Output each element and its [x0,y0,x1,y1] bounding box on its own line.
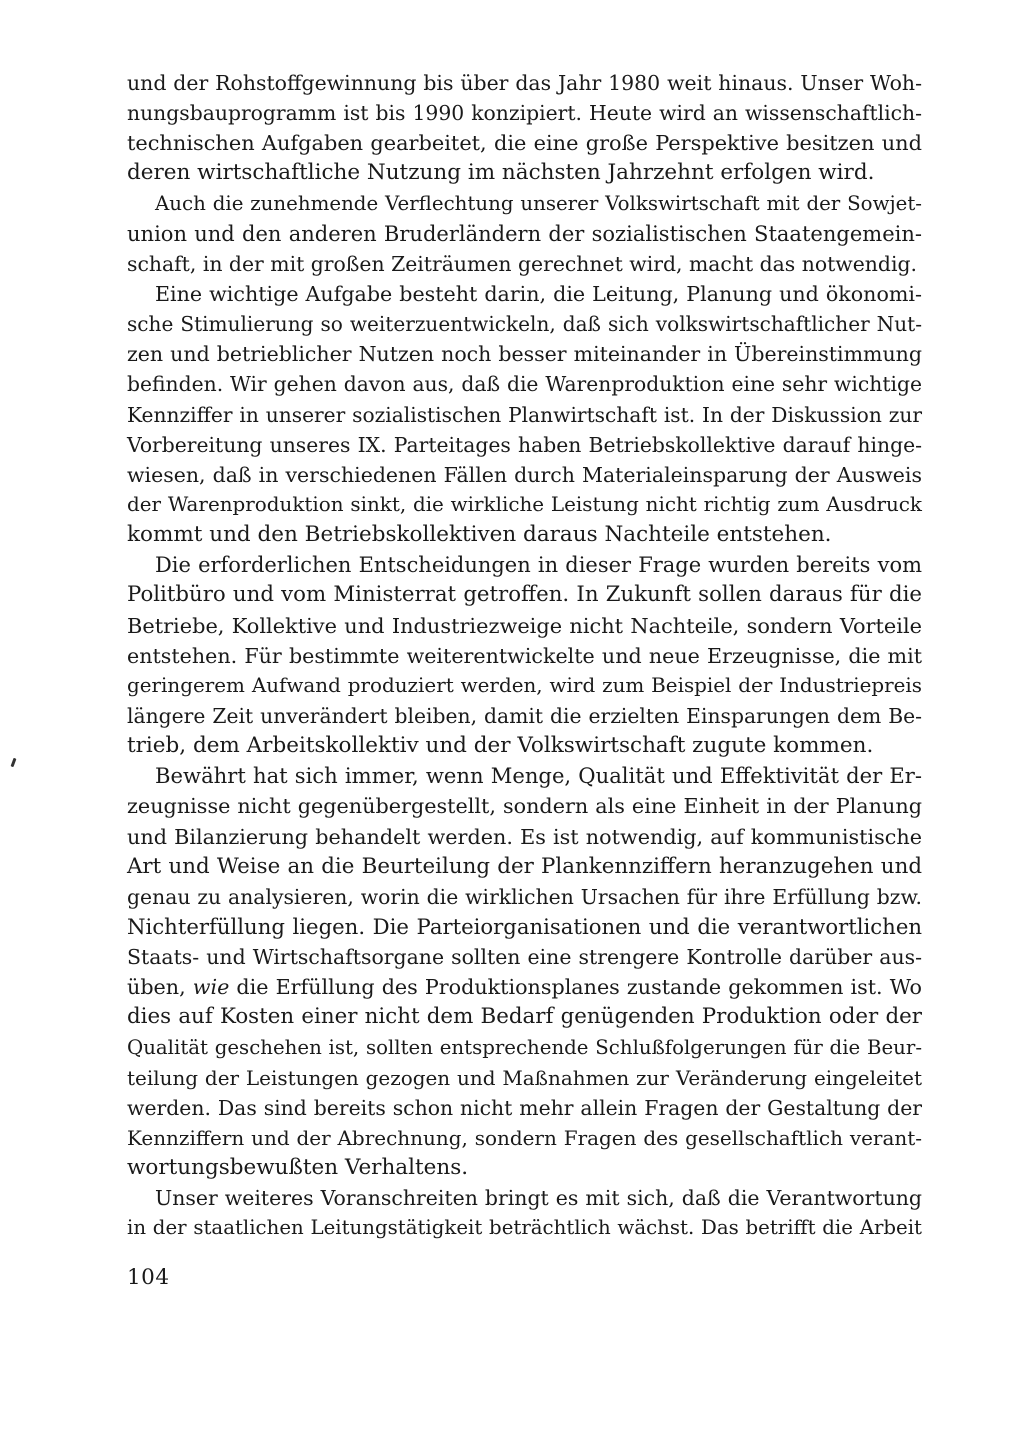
paragraph-4 [127,550,922,761]
text-line: der Warenproduktion sinkt, die wirkliche Leistung nicht richtig zum Ausdruck [127,492,922,516]
text-segment: die Erfüllung des Produktionsplanes zustande gekommen ist. Wo [229,975,922,1000]
text-line: in der staatlichen Leitungstätigkeit beträchtlich wächst. Das betrifft die Arbeit [127,1216,922,1240]
text-line: Qualität geschehen ist, sollten entsprechende Schlußfolgerungen für die Beur- [127,1035,922,1059]
text-line: schaft, in der mit großen Zeiträumen gerechnet wird, macht das notwendig. [127,251,918,276]
text-line: zen und betrieblicher Nutzen noch besser miteinander in Übereinstimmung [127,342,922,367]
text-line: teilung der Leistungen gezogen und Maßnahmen zur Veränderung eingeleitet [127,1065,922,1090]
text-line: längere Zeit unverändert bleiben, damit die erzielten Einsparungen dem Be- [127,703,922,728]
text-line: dies auf Kosten einer nicht dem Bedarf genügenden Produktion oder der [127,1004,922,1030]
text-line: technischen Aufgaben gearbeitet, die eine große Perspektive besitzen und [127,131,922,156]
text-line: entstehen. Für bestimmte weiterentwickelte und neue Erzeugnisse, die mit [127,643,922,668]
text-line: Die erforderlichen Entscheidungen in dieser Frage wurden bereits vom [155,553,922,578]
paragraph-6 [127,1183,922,1243]
text-line-with-emphasis [127,972,922,1002]
text-line: wortungsbewußten Verhaltens. [127,1155,469,1181]
text-line: wiesen, daß in verschiedenen Fällen durch Materialeinsparung der Ausweis [127,462,922,487]
text-line: Kennziffer in unserer sozialistischen Planwirtschaft ist. In der Diskussion zur [127,402,922,427]
text-line: Politbüro und vom Ministerrat getroffen. In Zukunft sollen daraus für die [127,582,922,608]
text-segment: üben, [127,975,193,1000]
text-line: Staats- und Wirtschaftsorgane sollten eine strengere Kontrolle darüber aus- [127,945,922,970]
text-line: und Bilanzierung behandelt werden. Es ist notwendig, auf kommunistische [127,824,922,849]
text-line: kommt und den Betriebskollektiven daraus Nachteile entstehen. [127,522,832,548]
text-line: Unser weiteres Voranschreiten bringt es mit sich, daß die Verantwortung [155,1186,922,1211]
page-number: 104 [127,1265,170,1290]
text-line: Art und Weise an die Beurteilung der Plankennziffern heranzugehen und [127,853,922,879]
text-line: befinden. Wir gehen davon aus, daß die Warenproduktion eine sehr wichtige [127,372,922,397]
emphasized-word: wie [192,975,230,1000]
text-line: werden. Das sind bereits schon nicht mehr allein Fragen der Gestaltung der [127,1095,922,1120]
paragraph-1 [127,68,922,189]
text-line: union und den anderen Bruderländern der sozialistischen Staatengemein- [127,220,922,246]
text-line: genau zu analysieren, worin die wirklichen Ursachen für ihre Erfüllung bzw. [127,884,922,909]
text-line: nungsbauprogramm ist bis 1990 konzipiert. Heute wird an wissenschaftlich- [127,101,922,126]
text-line: und der Rohstoffgewinnung bis über das Jahr 1980 weit hinaus. Unser Woh- [127,71,922,95]
paragraph-5 [127,761,922,1183]
text-line: trieb, dem Arbeitskollektiv und der Volkswirtschaft zugute kommen. [127,733,874,759]
text-line: Kennziffern und der Abrechnung, sondern Fragen des gesellschaftlich verant- [127,1125,922,1150]
text-line: Vorbereitung unseres IX. Parteitages haben Betriebskollektive darauf hinge- [127,432,922,457]
text-line: geringerem Aufwand produziert werden, wird zum Beispiel der Industriepreis [127,673,922,697]
text-line: Betriebe, Kollektive und Industriezweige nicht Nachteile, sondern Vorteile [127,613,922,638]
text-line: Eine wichtige Aufgabe besteht darin, die Leitung, Planung und ökonomi- [155,281,922,306]
paragraph-3 [127,279,922,550]
text-line: Nichterfüllung liegen. Die Parteiorganisationen und die verantwortlichen [127,913,922,939]
text-line: zeugnisse nicht gegenübergestellt, sondern als eine Einheit in der Planung [127,794,922,819]
text-line: deren wirtschaftliche Nutzung im nächsten Jahrzehnt erfolgen wird. [127,160,875,186]
text-line: sche Stimulierung so weiterzuentwickeln, daß sich volkswirtschaftlicher Nut- [127,312,922,337]
paragraph-2 [127,189,922,279]
text-line: Bewährt hat sich immer, wenn Menge, Qualität und Effektivität der Er- [155,763,922,789]
text-line: Auch die zunehmende Verflechtung unserer Volkswirtschaft mit der Sowjet- [155,191,922,215]
document-page [127,68,922,1243]
margin-mark [11,758,17,767]
